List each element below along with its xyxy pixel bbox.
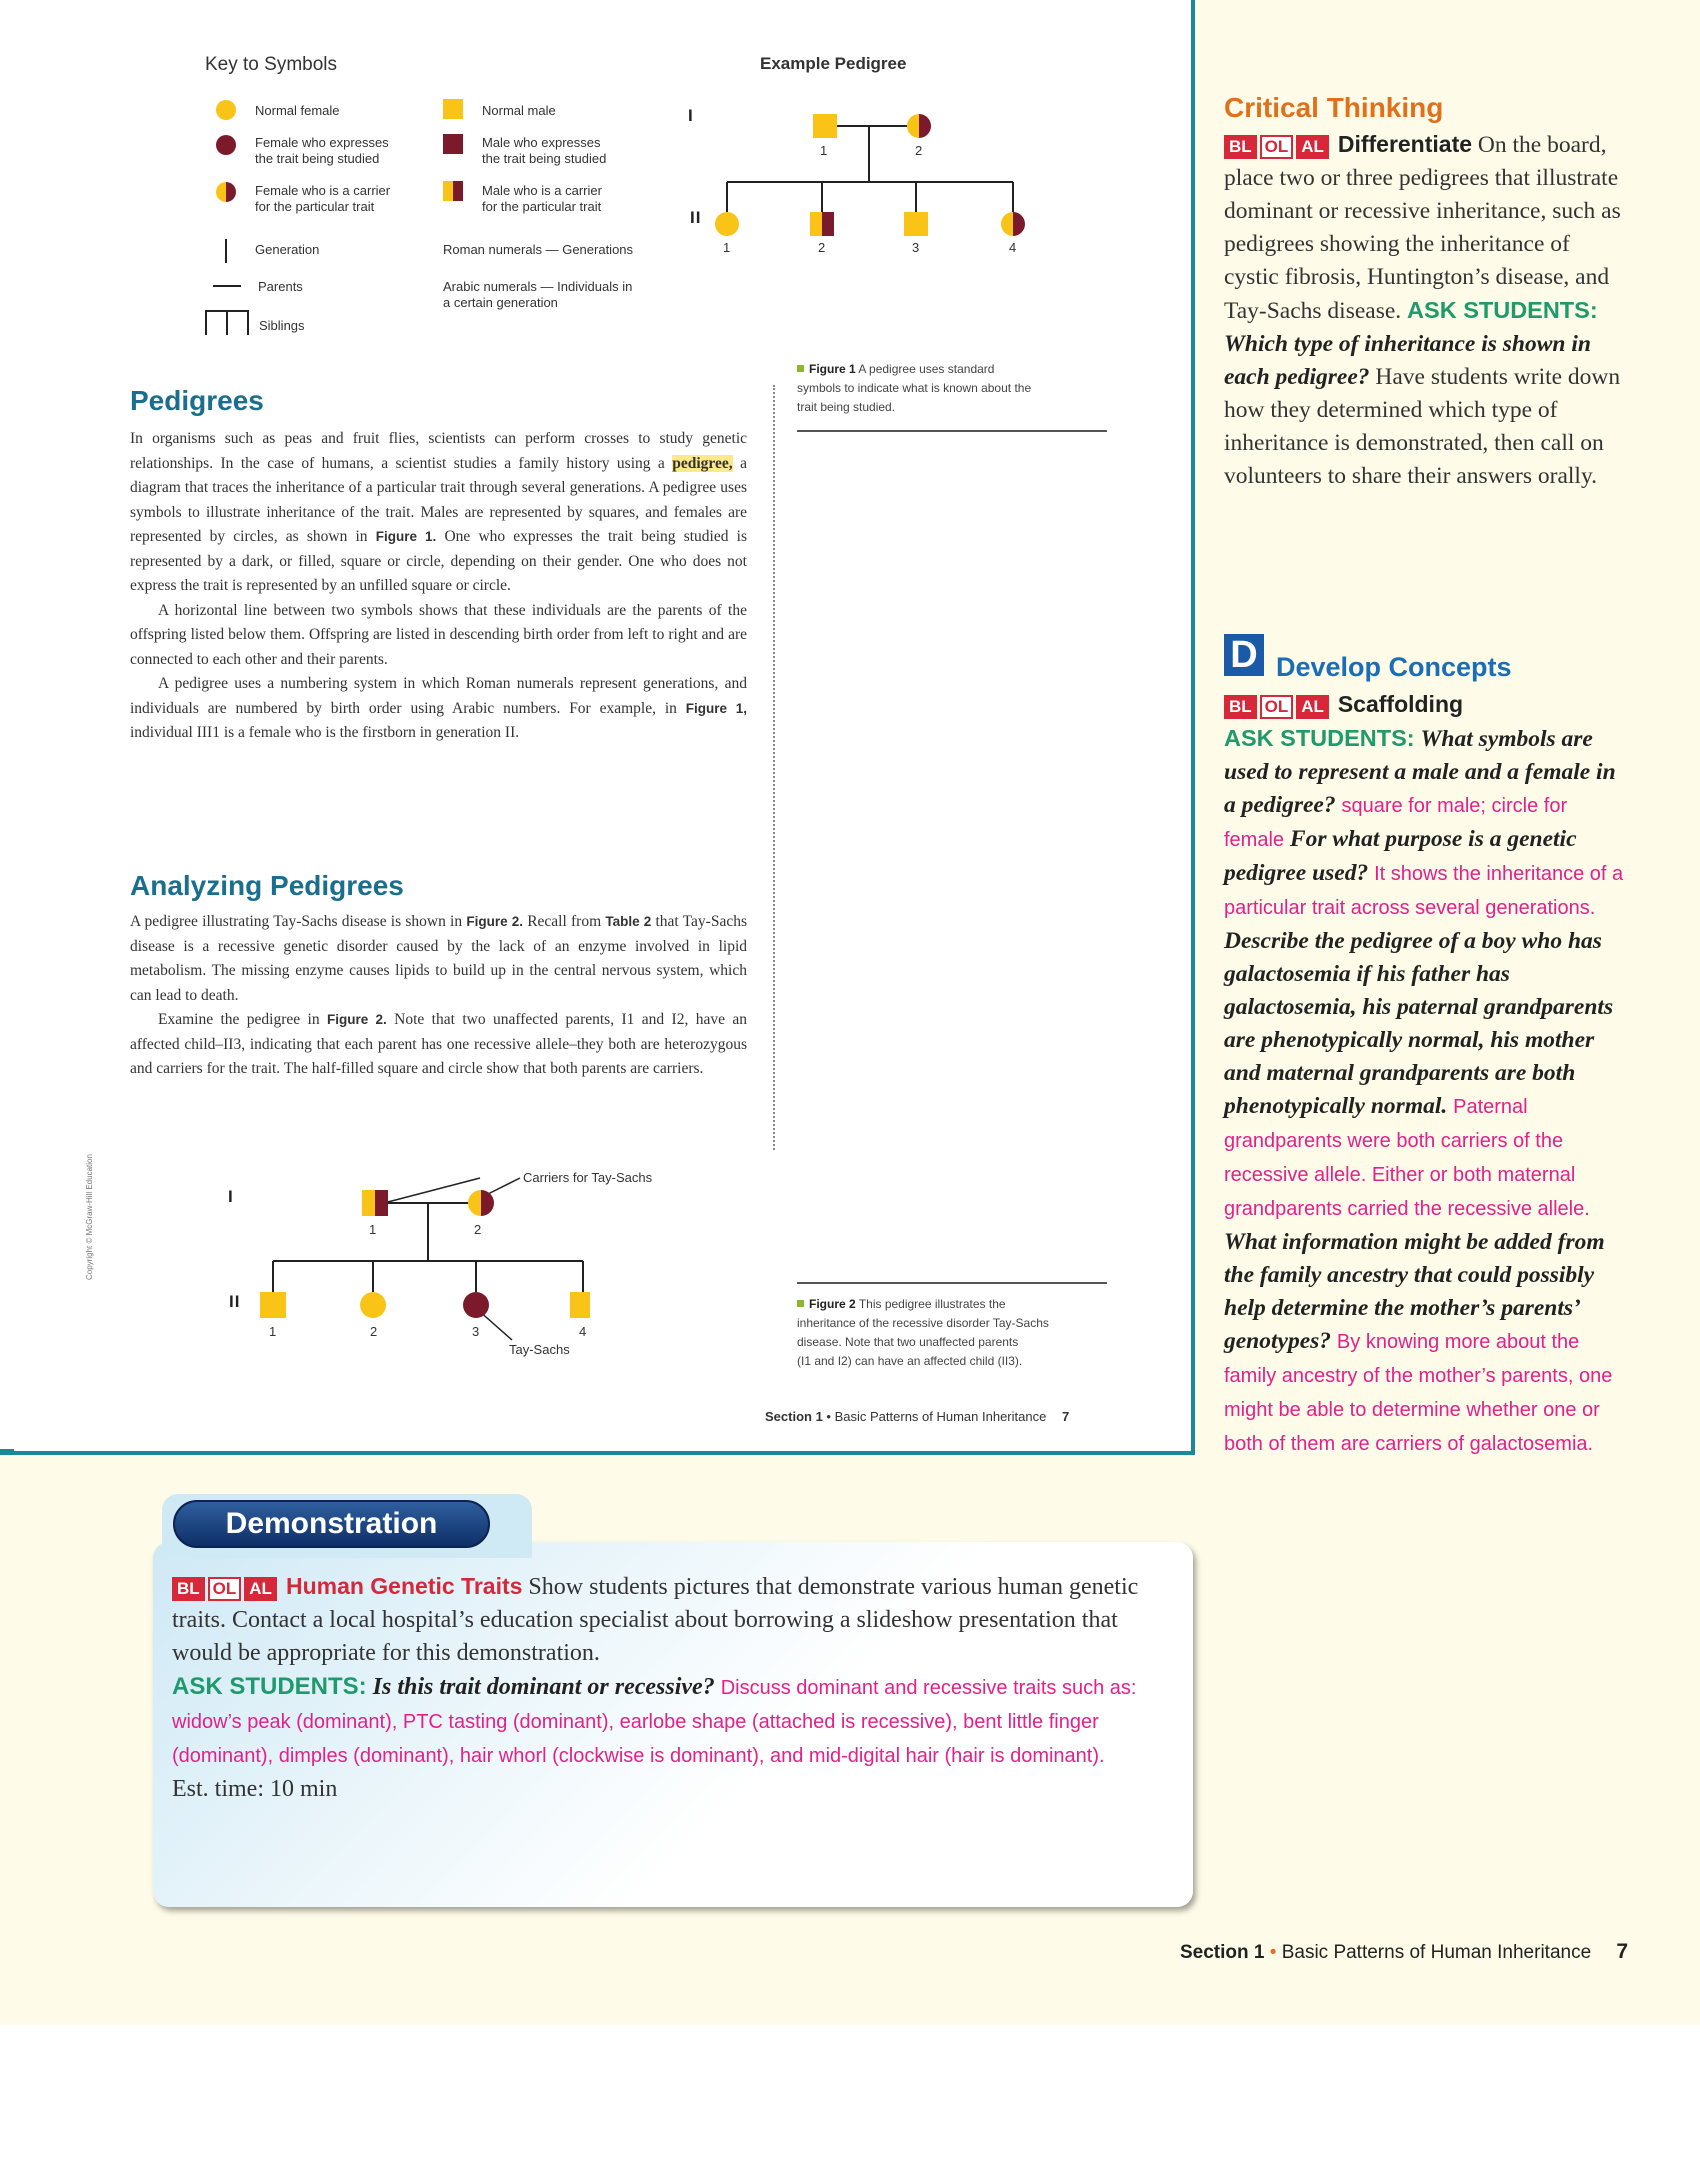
page-edge-tick [0,1449,14,1455]
example-ii2-carrier-male [810,212,822,236]
fig2-num-ii4: 4 [579,1324,587,1339]
parents-line-symbol [213,285,241,287]
affected-male-label: Male who expresses the trait being studied [482,135,607,166]
fig2-num-i1: 1 [369,1222,377,1237]
fig2-generation-i-label: I [228,1187,233,1206]
figure1-rule [797,430,1107,432]
affected-male-symbol [443,134,463,154]
generation-ii-label: II [690,208,702,227]
critical-thinking-heading: Critical Thinking [1224,92,1444,123]
key-title: Key to Symbols [205,54,337,75]
pedigrees-body: In organisms such as peas and fruit flies, scientists can perform crosses to study genetic relationships. In the case of humans, a scientist studies a family history using a pedigree, a diagram that traces the inheritance of a particular trait through several generations. A pedigree uses symbols to illustrate inheritance of the trait. Males are represented by squares, and females are represented by circles, as shown in Figure 1. One who expresses the trait being studied is represented by a dark, or filled, square or circle, depending on their gender. One who does not express the trait is represented by an unfilled square or circle. A horizontal line between two symbols shows that these individuals are the parents of the offspring listed below them. Offspring are listed in descending birth order from left to right and are connected to each other and their parents. A pedigree uses a numbering system in which Roman numerals represent generations, and individuals are numbered by birth order using Arabic numbers. For example, in Figure 1, individual III1 is a female who is the firstborn in generation II. [130,430,747,741]
analyzing-body: A pedigree illustrating Tay-Sachs disease is shown in Figure 2. Recall from Table 2 that Tay-Sachs disease is a recessive genetic disorder caused by the lack of an enzyme involved in lipid metabolism. The missing enzyme causes lipids to build up in the central nervous system, which can lead to death. Examine the pedigree in Figure 2. Note that two unaffected parents, I1 and I2, have an affected child–II3, indicating that each parent has one recessive allele–they both are heterozygous and carriers for the trait. The half-filled square and circle show that both parents are carriers. [130,913,747,1077]
example-i2-carrier-female [907,114,919,138]
fig2-num-ii1: 1 [269,1324,277,1339]
taysachs-ii4-normal-male [570,1292,590,1318]
taysachs-i2-carrier-female [468,1190,481,1216]
carrier-female-symbol [216,182,236,202]
demonstration-tab: Demonstration [173,1500,490,1548]
carrier-male-label: Male who is a carrier for the particular trait [482,183,602,214]
carriers-label: Carriers for Tay-Sachs [523,1170,653,1185]
example-ii4-carrier-female [1001,212,1013,236]
parents-label: Parents [258,279,303,294]
normal-male-label: Normal male [482,103,556,118]
example-num-i1: 1 [820,143,828,158]
fig2-num-i2: 2 [474,1222,482,1237]
roman-numerals-label: Roman numerals — Generations [443,242,634,257]
demonstration-body: BL OL AL Human Genetic Traits Show students pictures that demonstrate various human genetic traits. Contact a local hospital’s education specialist about borrowing a slideshow presentation that would be appropriate for this demonstration. ASK STUDENTS: Is this trait dominant or recessive? Discuss dominant and recessive traits such as: widow’s peak (dominant), PTC tasting (dominant), earlobe shape (attached is recessive), bent little finger (dominant), dimples (dominant), hair whorl (clockwise is dominant), and mid-digital hair (hair is dominant). Est. time: 10 min [172,1573,1139,1802]
generation-line-symbol [225,239,227,263]
taysachs-ii2-normal-female [360,1292,386,1318]
taysachs-ii1-normal-male [260,1292,286,1318]
normal-female-label: Normal female [255,103,340,118]
taysachs-ii3-affected-female [463,1292,489,1318]
example-num-ii2: 2 [818,240,826,255]
fig2-generation-ii-label: II [229,1292,241,1311]
example-num-ii4: 4 [1009,240,1017,255]
pedigree-term: pedigree, [672,454,733,472]
develop-concepts-heading: Develop Concepts [1276,652,1512,682]
taysachs-pedigree-diagram [260,1170,590,1360]
badge-bl: BL [1224,135,1257,159]
arabic-numerals-label: Arabic numerals — Individuals in a certain generation [443,279,633,310]
carrier-female-label: Female who is a carrier for the particular trait [255,183,391,214]
taysachs-i1-carrier-male [362,1190,375,1216]
normal-male-symbol [443,99,463,119]
figure2-caption: Figure 2 This pedigree illustrates the inheritance of the recessive disorder Tay-Sachs disease. Note that two unaffected parents (I1 and I2) can have an affected child (II3). [797,1297,1049,1368]
example-pedigree-title: Example Pedigree [760,54,907,73]
badge-ol: OL [1260,135,1294,159]
develop-concepts-body: BL OL AL Scaffolding ASK STUDENTS: What symbols are used to represent a male and a female in a pedigree? square for male; circle for female For what purpose is a genetic pedigree used? It shows the inheritance of a particular trait across several generations. Describe the pedigree of a boy who has galactosemia if his father has galactosemia, his paternal grandparents are phenotypically normal, his mother and maternal grandparents are both phenotypically normal. Paternal grandparents were both carriers of the recessive allele. Either or both maternal grandparents carried the recessive allele. What information might be added from the family ancestry that could possibly help determine the mother’s parents’ genotypes? By knowing more about the family ancestry of the mother’s parents, one might be able to determine whether one or both of them are carriers of galactosemia. [1224,691,1624,1455]
example-ii3-normal-male [904,212,928,236]
figure1-caption: Figure 1 A pedigree uses standard symbols to indicate what is known about the trait being studied. [797,362,1032,414]
student-page [0,0,1195,1455]
affected-female-symbol [216,135,236,155]
example-num-ii1: 1 [723,240,731,255]
copyright-notice: Copyright © McGraw-Hill Education [85,1154,94,1280]
generation-label: Generation [255,242,320,257]
example-num-ii3: 3 [912,240,920,255]
affected-female-label: Female who expresses the trait being studied [255,135,389,166]
example-i1-normal-male [813,114,837,138]
taysachs-label: Tay-Sachs [509,1342,570,1357]
example-ii1-normal-female [715,212,739,236]
pedigrees-heading: Pedigrees [130,385,264,416]
badge-al: AL [1296,135,1329,159]
example-num-i2: 2 [915,143,923,158]
analyzing-heading: Analyzing Pedigrees [130,870,404,901]
fig2-num-ii2: 2 [370,1324,378,1339]
page-footer: Section 1 • Basic Patterns of Human Inheritance 7 [1180,1940,1629,1963]
siblings-label: Siblings [259,318,305,333]
develop-letter-icon: D [1224,634,1264,676]
generation-i-label: I [688,106,693,125]
figure2-rule [797,1282,1107,1284]
normal-female-symbol [216,100,236,120]
carrier-male-symbol [443,181,463,201]
critical-thinking-body: BL OL AL Differentiate On the board, place two or three pedigrees that illustrate dominant or recessive inheritance, such as pedigrees showing the inheritance of cystic fibrosis, Huntington’s disease, and Tay-Sachs disease. ASK STUDENTS: Which type of inheritance is shown in each pedigree? Have students write down how they determined which type of inheritance is demonstrated, then call on volunteers to share their answers orally. [1224,131,1621,489]
inner-page-footer: Section 1 • Basic Patterns of Human Inheritance 7 [765,1409,1070,1424]
siblings-symbol [204,307,250,337]
fig2-num-ii3: 3 [472,1324,480,1339]
column-divider [773,385,775,1150]
example-pedigree-diagram [700,100,1040,250]
